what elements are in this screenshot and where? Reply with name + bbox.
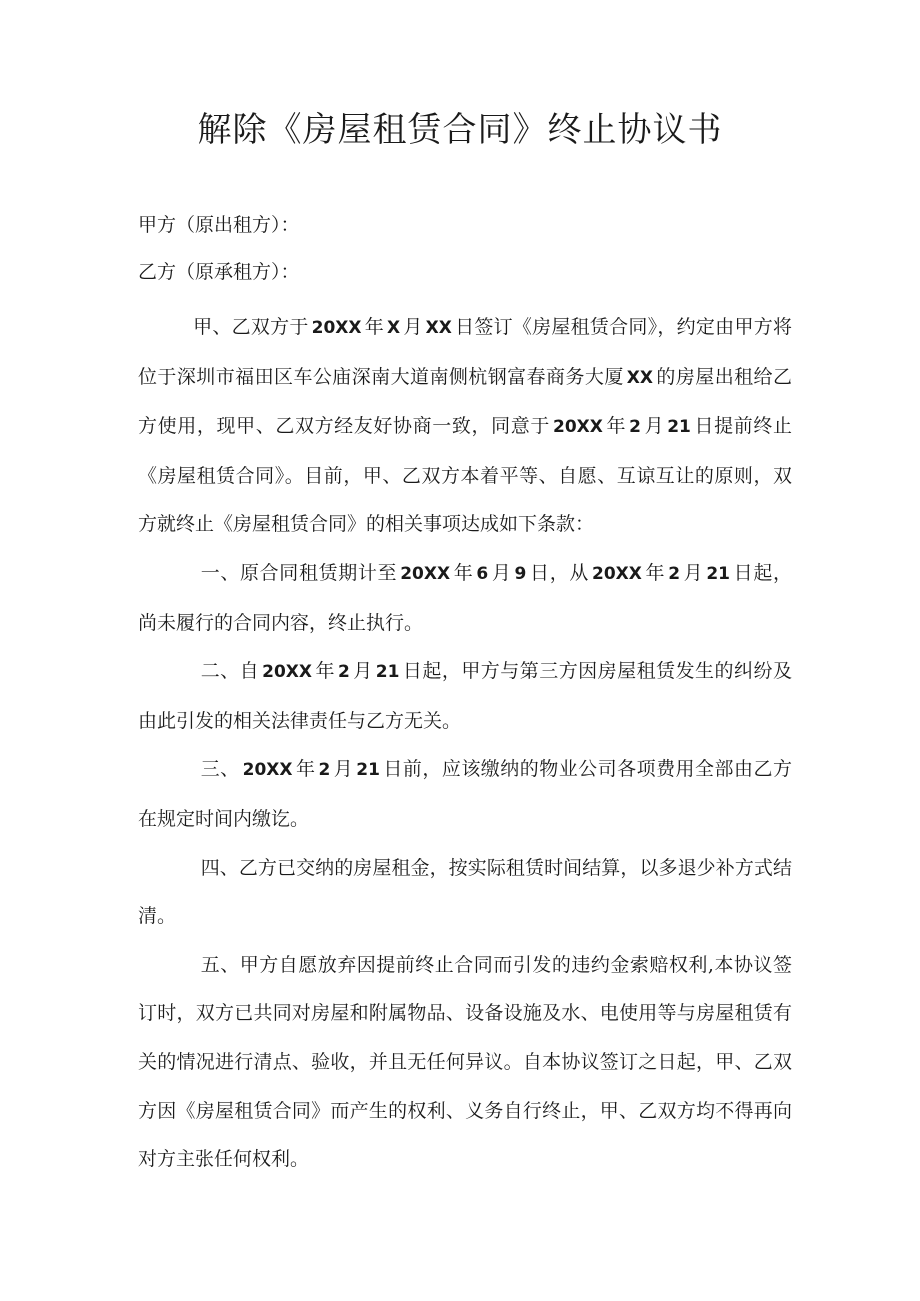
clause-number: 2 <box>318 760 331 781</box>
clause-text: 日前，应该缴纳的物业公司各项费用全部由乙方在规定时间内缴讫。 <box>138 758 792 830</box>
clause-number: 20XX <box>592 563 642 584</box>
intro-text: 月 <box>403 316 423 338</box>
clause-1 <box>138 549 792 647</box>
clause-number: 21 <box>375 662 400 683</box>
intro-text: 日提前终止《房屋租赁合同》。目前，甲、乙双方本着平等、自愿、互谅互让的原则，双方就终止《房屋租赁合同》的相关事项达成如下条款： <box>138 415 792 536</box>
party-a-label: 甲方（原出租方）： <box>138 214 300 236</box>
clause-number: 9 <box>514 563 527 584</box>
document-body <box>138 303 792 1184</box>
intro-room-number: XX <box>626 367 653 388</box>
clause-text: 月 <box>491 561 512 584</box>
clause-number: 20XX <box>242 760 293 781</box>
clause-text: 日起，甲方与第三方因房屋租赁发生的纠纷及由此引发的相关法律责任与乙方无关。 <box>138 660 792 732</box>
clause-text: 年 <box>644 561 666 584</box>
clause-text: 年 <box>295 758 316 781</box>
clause-number: 20XX <box>262 662 312 683</box>
intro-month: X <box>387 318 401 338</box>
clause-number: 20XX <box>400 563 451 584</box>
clause-3 <box>138 745 792 843</box>
clause-text: 月 <box>333 758 354 781</box>
clause-5 <box>138 941 792 1184</box>
clause-number: 2 <box>337 662 350 683</box>
clause-text: 五、甲方自愿放弃因提前终止合同而引发的违约金索赔权利,本协议签订时，双方已共同对房屋和附属物品、设备设施及水、电使用等与房屋租赁有关的情况进行清点、验收，并且无任何异议。自本协议签订之日起，甲、乙双方因《房屋租赁合同》而产生的权利、义务自行终止，甲、乙双方均不得再向对方主张任何权利。 <box>138 953 792 1171</box>
clause-text: 二、自 <box>200 660 260 683</box>
clause-text: 月 <box>352 660 373 683</box>
clause-text: 三、 <box>200 758 240 781</box>
intro-termination-month: 2 <box>629 417 641 438</box>
intro-year: 20XX <box>311 318 362 338</box>
clause-text: 一、原合同租赁期计至 <box>200 561 398 584</box>
clause-text: 日起，尚未履行的合同内容，终止执行。 <box>138 561 792 634</box>
clause-text: 年 <box>453 561 474 584</box>
intro-text: 月 <box>643 415 665 438</box>
clause-text: 四、乙方已交纳的房屋租金，按实际租赁时间结算，以多退少补方式结清。 <box>138 856 792 928</box>
party-b-label: 乙方（原承租方）： <box>138 261 300 283</box>
clause-number: 2 <box>668 563 681 584</box>
clause-text: 月 <box>683 561 704 584</box>
intro-text: 的房屋出租给乙方使用，现甲、乙双方经友好协商一致，同意于 <box>138 365 792 438</box>
intro-day: XX <box>425 318 452 338</box>
clause-4 <box>138 844 792 941</box>
intro-text: 甲、乙双方于 <box>193 316 309 338</box>
clause-text: 日，从 <box>529 561 589 584</box>
intro-text: 日签订《房屋租赁合同》，约定由甲方将位于深圳市福田区车公庙深南大道南侧杭钢富春商务大厦 <box>138 316 792 388</box>
document-title: 解除《房屋租赁合同》终止协议书 <box>197 110 723 150</box>
clause-number: 21 <box>356 760 380 781</box>
intro-termination-year: 20XX <box>552 417 603 438</box>
clause-text: 年 <box>315 660 335 683</box>
clause-2 <box>138 647 792 745</box>
intro-text: 年 <box>364 316 385 338</box>
clause-number: 21 <box>706 563 731 584</box>
clause-number: 6 <box>476 563 489 584</box>
intro-text: 年 <box>605 415 627 438</box>
intro-paragraph <box>138 303 792 549</box>
intro-termination-day: 21 <box>667 417 691 438</box>
